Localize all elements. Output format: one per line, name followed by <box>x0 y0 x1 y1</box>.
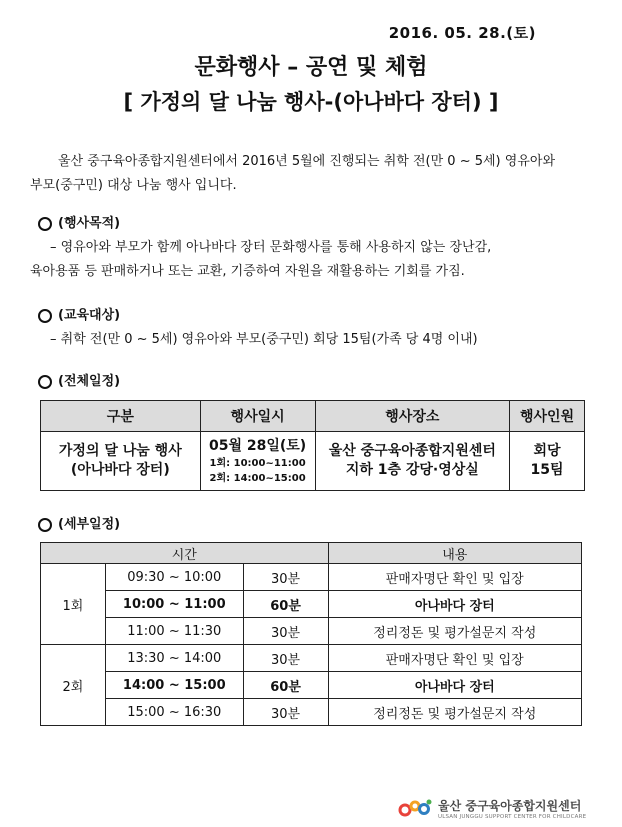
row-time: 14:00 ~ 15:00 <box>105 672 243 699</box>
center-logo-icon <box>398 796 434 820</box>
session-1-time: 1회: 10:00~11:00 <box>209 457 306 469</box>
overall-data-row <box>41 432 585 491</box>
row-time: 10:00 ~ 11:00 <box>105 591 243 618</box>
event-people-line-2: 15팀 <box>530 462 564 478</box>
detail-schedule-table <box>40 542 582 726</box>
target-heading-text: (교육대상) <box>58 308 121 323</box>
header-place: 행사장소 <box>315 401 510 432</box>
event-place-line-1: 울산 중구육아종합지원센터 <box>328 443 496 459</box>
row-time: 15:00 ~ 16:30 <box>105 699 243 726</box>
row-content: 아나바다 장터 <box>328 591 582 618</box>
table-row <box>41 672 582 699</box>
document-date: 2016. 05. 28.(토) <box>388 24 536 42</box>
target-line-1: – 취학 전(만 0 ~ 5세) 영유아와 부모(중구민) 회당 15팀(가족 당 4명 이내) <box>50 332 478 347</box>
event-place-line-2: 지하 1층 강당·영상실 <box>345 462 479 478</box>
document-subtitle: [ 가정의 달 나눔 행사-(아나바다 장터) ] <box>123 90 499 114</box>
round-label: 1회 <box>41 564 106 645</box>
circle-bullet-icon <box>38 309 52 323</box>
row-duration: 60분 <box>243 591 328 618</box>
row-duration: 60분 <box>243 672 328 699</box>
header-time: 시간 <box>41 543 329 564</box>
overall-heading <box>30 370 600 394</box>
row-content: 정리정돈 및 평가설문지 작성 <box>328 699 582 726</box>
center-name-english: ULSAN JUNGGU SUPPORT CENTER FOR CHILDCARE <box>438 813 587 820</box>
event-name-line-2: (아나바다 장터) <box>70 462 170 478</box>
table-row <box>41 591 582 618</box>
circle-bullet-icon <box>38 518 52 532</box>
event-name-cell <box>41 432 201 491</box>
row-content: 아나바다 장터 <box>328 672 582 699</box>
document-title: 문화행사 – 공연 및 체험 <box>194 55 428 80</box>
table-row <box>41 645 582 672</box>
circle-bullet-icon <box>38 375 52 389</box>
row-duration: 30분 <box>243 618 328 645</box>
circle-bullet-icon <box>38 217 52 231</box>
target-heading <box>30 304 600 328</box>
purpose-heading <box>30 212 600 236</box>
row-time: 13:30 ~ 14:00 <box>105 645 243 672</box>
row-duration: 30분 <box>243 645 328 672</box>
header-content: 내용 <box>328 543 582 564</box>
header-category: 구분 <box>41 401 201 432</box>
detail-heading-text: (세부일정) <box>58 517 121 532</box>
event-datetime-cell <box>200 432 315 491</box>
row-content: 판매자명단 확인 및 입장 <box>328 645 582 672</box>
purpose-section <box>30 212 600 284</box>
target-section <box>30 304 600 352</box>
detail-header-row <box>41 543 582 564</box>
center-name-korean: 울산 중구육아종합지원센터 <box>438 798 582 813</box>
row-content: 판매자명단 확인 및 입장 <box>328 564 582 591</box>
event-people-line-1: 회당 <box>533 443 561 459</box>
row-content: 정리정돈 및 평가설문지 작성 <box>328 618 582 645</box>
session-2-time: 2회: 14:00~15:00 <box>209 472 306 484</box>
purpose-heading-text: (행사목적) <box>58 216 121 231</box>
intro-line-1: 울산 중구육아종합지원센터에서 2016년 5월에 진행되는 취학 전(만 0 ~ 5세) 영유아와 <box>58 154 555 169</box>
table-row <box>41 618 582 645</box>
overall-header-row <box>41 401 585 432</box>
event-date: 05월 28일(토) <box>208 437 307 454</box>
overall-schedule-table <box>40 400 585 491</box>
row-time: 11:00 ~ 11:30 <box>105 618 243 645</box>
row-duration: 30분 <box>243 564 328 591</box>
center-logo <box>398 796 586 820</box>
overall-heading-wrap <box>30 370 600 394</box>
intro-paragraph <box>30 150 600 198</box>
event-name-line-1: 가정의 달 나눔 행사 <box>58 443 182 459</box>
intro-line-2: 부모(중구민) 대상 나눔 행사 입니다. <box>30 178 237 193</box>
detail-heading-wrap <box>30 513 600 537</box>
header-datetime: 행사일시 <box>200 401 315 432</box>
row-duration: 30분 <box>243 699 328 726</box>
round-label: 2회 <box>41 645 106 726</box>
purpose-line-2: 육아용품 등 판매하거나 또는 교환, 기증하여 자원을 재활용하는 기회를 가짐. <box>30 264 465 279</box>
purpose-line-1: – 영유아와 부모가 함께 아나바다 장터 문화행사를 통해 사용하지 않는 장난감, <box>50 240 492 255</box>
center-logo-text <box>438 797 586 820</box>
row-time: 09:30 ~ 10:00 <box>105 564 243 591</box>
detail-heading <box>30 513 600 537</box>
event-people-cell <box>510 432 585 491</box>
header-people: 행사인원 <box>510 401 585 432</box>
table-row <box>41 699 582 726</box>
overall-heading-text: (전체일정) <box>58 374 121 389</box>
event-place-cell <box>315 432 510 491</box>
table-row <box>41 564 582 591</box>
